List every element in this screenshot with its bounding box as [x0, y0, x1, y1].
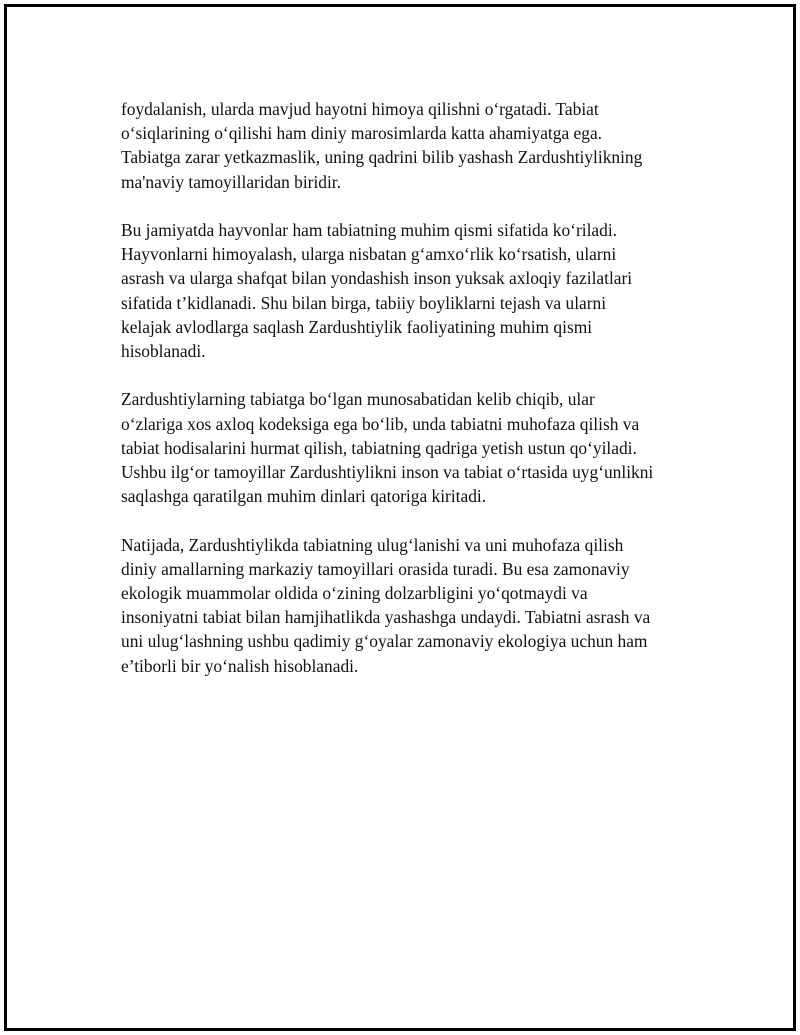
text-line: foydalanish, ularda mavjud hayotni himoya qilishni o‘rgatadi. Tabiat [121, 99, 599, 119]
document-body [121, 97, 701, 702]
text-line: Tabiatga zarar yetkazmaslik, uning qadrini bilib yashash Zardushtiylikning [121, 147, 643, 168]
text-line: Hayvonlarni himoyalash, ularga nisbatan g‘amxo‘rlik ko‘rsatish, ularni [121, 244, 617, 265]
text-line: insoniyatni tabiat bilan hamjihatlikda yashashga undaydi. Tabiatni asrash va [121, 607, 651, 628]
text-line: o‘siqlarining o‘qilishi ham diniy marosimlarda katta ahamiyatga ega. [121, 123, 603, 144]
text-line: o‘zlariga xos axloq kodeksiga ega bo‘lib, unda tabiatni muhofaza qilish va [121, 413, 640, 434]
text-line: uni ulug‘lashning ushbu qadimiy g‘oyalar zamonaviy ekologiya uchun ham [121, 631, 648, 652]
paragraph-2 [121, 218, 701, 363]
document-page [4, 4, 796, 1031]
text-line: saqlashga qaratilgan muhim dinlari qatoriga kiritadi. [121, 486, 487, 507]
text-line: Zardushtiylarning tabiatga bo‘lgan munosabatidan kelib chiqib, ular [121, 389, 595, 410]
text-line: Ushbu ilg‘or tamoyillar Zardushtiylikni inson va tabiat o‘rtasida uyg‘unlikni [121, 462, 654, 483]
text-line: Natijada, Zardushtiylikda tabiatning ulug‘lanishi va uni muhofaza qilish [121, 534, 624, 555]
paragraph-4 [121, 533, 701, 678]
text-line: ma'naviy tamoyillaridan biridir. [121, 171, 341, 192]
text-line: diniy amallarning markaziy tamoyillari orasida turadi. Bu esa zamonaviy [121, 558, 630, 579]
paragraph-3 [121, 387, 701, 508]
text-line: e’tiborli bir yo‘nalish hisoblanadi. [121, 655, 359, 676]
text-line: sifatida t’kidlanadi. Shu bilan birga, tabiiy boyliklarni tejash va ularni [121, 292, 607, 313]
text-line: hisoblanadi. [121, 341, 206, 362]
text-line: Bu jamiyatda hayvonlar ham tabiatning muhim qismi sifatida ko‘riladi. [121, 220, 618, 240]
text-line: tabiat hodisalarini hurmat qilish, tabiatning qadriga yetish ustun qo‘yiladi. [121, 437, 637, 458]
text-line: asrash va ularga shafqat bilan yondashish inson yuksak axloqiy fazilatlari [121, 268, 633, 289]
text-line: kelajak avlodlarga saqlash Zardushtiylik faoliyatining muhim qismi [121, 316, 593, 337]
text-line: ekologik muammolar oldida o‘zining dolzarbligini yo‘qotmaydi va [121, 583, 588, 604]
paragraph-1 [121, 97, 701, 194]
